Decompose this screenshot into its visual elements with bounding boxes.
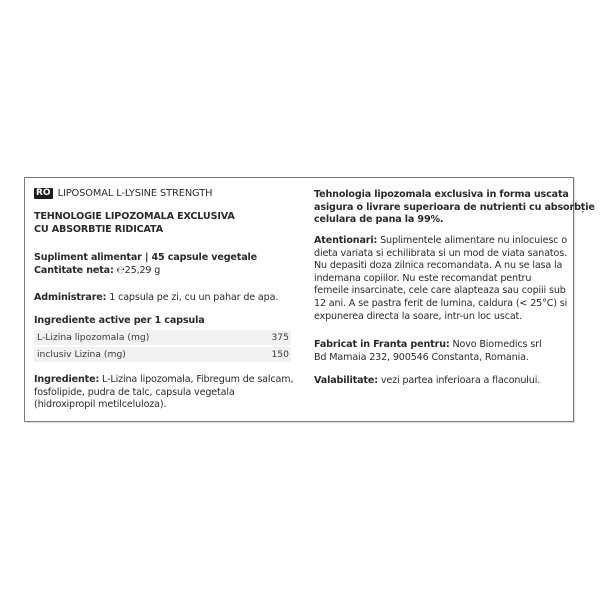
warnings-text: femeile insarcinate, cele care alapteaza sau copiii sub xyxy=(314,285,566,297)
headline-line: TEHNOLOGIE LIPOZOMALA EXCLUSIVA xyxy=(34,211,235,222)
supplement-info xyxy=(34,252,257,277)
actives-heading: Ingrediente active per 1 capsula xyxy=(34,315,205,326)
ingredients xyxy=(34,374,293,412)
ingredient-name: inclusiv Lizina (mg) xyxy=(37,349,126,360)
manufacturer-label: Fabricat in Franta pentru: xyxy=(314,339,450,350)
manufacturer-address: Bd Mamaia 232, 900546 Constanta, Romania. xyxy=(314,351,529,363)
table-row xyxy=(34,330,291,345)
validity-text: vezi partea inferioara a flaconului. xyxy=(377,375,541,386)
ingredient-value: 150 xyxy=(271,349,289,360)
manufacturer xyxy=(314,339,541,364)
technology-line: celulara de pana la 99%. xyxy=(314,214,444,226)
ingredients-label: Ingrediente: xyxy=(34,374,100,385)
product-title-row xyxy=(34,188,212,199)
administration-text: 1 capsula pe zi, cu un pahar de apa. xyxy=(106,292,279,303)
manufacturer-name: Novo Biomedics srl xyxy=(449,339,542,350)
warnings-text: indemana copiilor. Nu este recomandat pentru xyxy=(314,272,532,284)
administration-label: Administrare: xyxy=(34,292,107,303)
ingredient-value: 375 xyxy=(271,332,289,343)
headline xyxy=(34,211,235,236)
ingredients-text: L-Lizina lipozomala, Fibregum de salcam, xyxy=(99,374,294,385)
actives-table xyxy=(34,330,291,364)
product-label xyxy=(24,177,595,422)
net-quantity-value: ℮25,29 g xyxy=(116,264,161,276)
warnings-text: Nu depasiti doza zilnica recomandata. A nu se lasa la xyxy=(314,260,563,272)
warnings xyxy=(314,235,567,323)
technology-claim xyxy=(314,189,595,227)
net-quantity-label: Cantitate neta: xyxy=(34,264,114,276)
technology-line: asigura o livrare superioara de nutrienti cu absorbție xyxy=(314,201,595,213)
headline-line: CU ABSORBTIE RIDICATA xyxy=(34,223,163,235)
ingredients-text: (hidroxipropil metilceluloza). xyxy=(34,399,167,411)
warnings-text: dieta variata si echilibrata si un mod de viata sanatos. xyxy=(314,247,568,259)
net-quantity xyxy=(34,265,257,278)
product-title: LIPOSOMAL L-LYSINE STRENGTH xyxy=(57,188,213,199)
language-badge: RO xyxy=(36,188,51,198)
administration xyxy=(34,292,278,305)
warnings-label: Atentionari: xyxy=(314,235,378,246)
ingredient-name: L-Lizina lipozomala (mg) xyxy=(37,332,150,343)
warnings-text: expunerea directa la soare, intr-un loc uscat. xyxy=(314,310,523,322)
warnings-text: 12 ani. A se pastra ferit de lumina, caldura (< 25°C) si xyxy=(314,297,568,309)
validity-label: Valabilitate: xyxy=(314,375,378,386)
validity xyxy=(314,375,540,388)
technology-line: Tehnologia lipozomala exclusiva in forma uscata xyxy=(314,189,569,200)
supplement-line: Supliment alimentar | 45 capsule vegetale xyxy=(34,252,258,263)
table-row xyxy=(34,347,291,362)
ingredients-text: fosfolipide, pudra de talc, capsula vegetala xyxy=(34,386,235,398)
warnings-text: Suplimentele alimentare nu inlocuiesc o xyxy=(377,235,567,246)
